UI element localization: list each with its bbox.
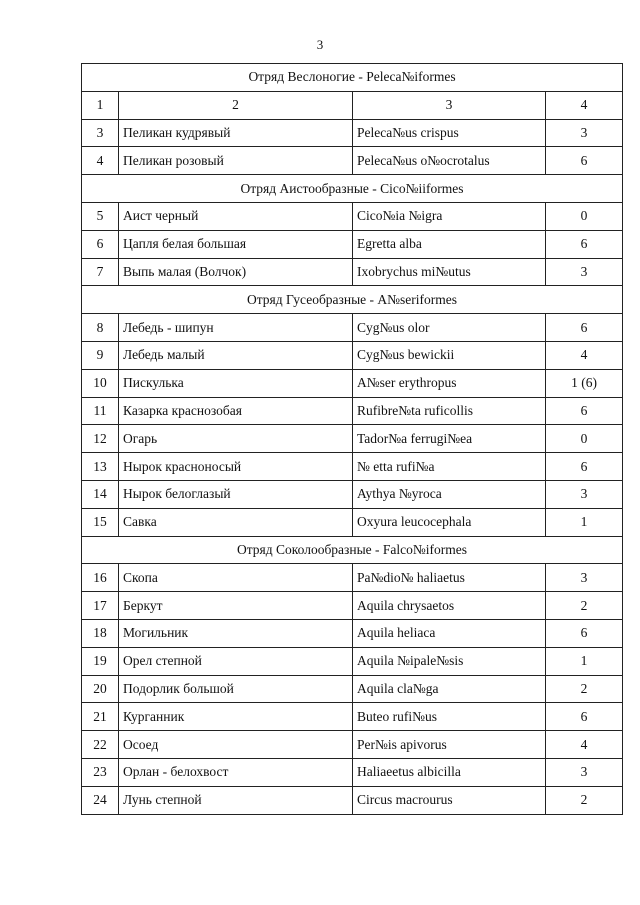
species-latin-name: Cyg№us bewickii — [353, 341, 546, 369]
species-name: Могильник — [119, 619, 353, 647]
species-name: Лебедь малый — [119, 341, 353, 369]
table-row — [82, 453, 623, 481]
table-row — [82, 786, 623, 814]
species-name: Орел степной — [119, 647, 353, 675]
table-row — [82, 480, 623, 508]
row-number: 24 — [82, 786, 119, 814]
species-latin-name: Aquila cla№ga — [353, 675, 546, 703]
species-latin-name: Circus macrourus — [353, 786, 546, 814]
status-category: 6 — [546, 397, 623, 425]
table-row — [82, 369, 623, 397]
column-header: 3 — [353, 91, 546, 119]
species-name: Беркут — [119, 592, 353, 620]
order-title: Отряд Соколообразные - Falco№iformes — [82, 536, 623, 564]
table-row — [82, 119, 623, 147]
status-category: 1 (6) — [546, 369, 623, 397]
status-category: 3 — [546, 480, 623, 508]
species-latin-name: Aquila №ipale№sis — [353, 647, 546, 675]
column-header: 1 — [82, 91, 119, 119]
row-number: 7 — [82, 258, 119, 286]
row-number: 19 — [82, 647, 119, 675]
row-number: 14 — [82, 480, 119, 508]
species-latin-name: Haliaeetus albicilla — [353, 758, 546, 786]
order-row — [82, 536, 623, 564]
row-number: 17 — [82, 592, 119, 620]
column-header: 4 — [546, 91, 623, 119]
row-number: 11 — [82, 397, 119, 425]
species-name: Савка — [119, 508, 353, 536]
status-category: 1 — [546, 508, 623, 536]
table-row — [82, 147, 623, 175]
species-table-body — [82, 64, 623, 815]
row-number: 18 — [82, 619, 119, 647]
species-name: Аист черный — [119, 202, 353, 230]
table-row — [82, 619, 623, 647]
species-latin-name: Egretta alba — [353, 230, 546, 258]
status-category: 2 — [546, 592, 623, 620]
species-latin-name: Peleca№us crispus — [353, 119, 546, 147]
status-category: 6 — [546, 619, 623, 647]
row-number: 21 — [82, 703, 119, 731]
table-row — [82, 230, 623, 258]
table-row — [82, 258, 623, 286]
status-category: 6 — [546, 230, 623, 258]
status-category: 0 — [546, 202, 623, 230]
status-category: 3 — [546, 119, 623, 147]
order-title: Отряд Гусеобразные - A№seriformes — [82, 286, 623, 314]
species-latin-name: Oxyura leucocephala — [353, 508, 546, 536]
species-latin-name: Peleca№us o№ocrotalus — [353, 147, 546, 175]
page-number: 3 — [316, 37, 324, 52]
species-name: Осоед — [119, 731, 353, 759]
species-name: Лебедь - шипун — [119, 314, 353, 342]
row-number: 20 — [82, 675, 119, 703]
row-number: 12 — [82, 425, 119, 453]
status-category: 3 — [546, 258, 623, 286]
row-number: 5 — [82, 202, 119, 230]
species-latin-name: Aquila chrysaetos — [353, 592, 546, 620]
table-row — [82, 675, 623, 703]
species-latin-name: Cyg№us olor — [353, 314, 546, 342]
table-row — [82, 758, 623, 786]
species-table — [81, 63, 623, 815]
species-name: Выпь малая (Волчок) — [119, 258, 353, 286]
row-number: 13 — [82, 453, 119, 481]
table-row — [82, 731, 623, 759]
status-category: 0 — [546, 425, 623, 453]
status-category: 4 — [546, 731, 623, 759]
order-row — [82, 64, 623, 92]
species-name: Огарь — [119, 425, 353, 453]
species-name: Лунь степной — [119, 786, 353, 814]
status-category: 6 — [546, 147, 623, 175]
status-category: 4 — [546, 341, 623, 369]
species-latin-name: Aythya №yroca — [353, 480, 546, 508]
table-row — [82, 703, 623, 731]
row-number: 9 — [82, 341, 119, 369]
order-row — [82, 175, 623, 203]
species-latin-name: A№ser erythropus — [353, 369, 546, 397]
species-latin-name: Cico№ia №igra — [353, 202, 546, 230]
row-number: 8 — [82, 314, 119, 342]
species-latin-name: № etta rufi№a — [353, 453, 546, 481]
species-latin-name: Rufibre№ta ruficollis — [353, 397, 546, 425]
status-category: 1 — [546, 647, 623, 675]
table-row — [82, 397, 623, 425]
status-category: 6 — [546, 453, 623, 481]
status-category: 6 — [546, 314, 623, 342]
species-name: Пискулька — [119, 369, 353, 397]
row-number: 23 — [82, 758, 119, 786]
table-row — [82, 314, 623, 342]
species-latin-name: Ixobrychus mi№utus — [353, 258, 546, 286]
table-row — [82, 647, 623, 675]
row-number: 22 — [82, 731, 119, 759]
row-number: 15 — [82, 508, 119, 536]
species-name: Орлан - белохвост — [119, 758, 353, 786]
status-category: 2 — [546, 675, 623, 703]
species-name: Нырок красноносый — [119, 453, 353, 481]
order-title: Отряд Аистообразные - Cico№iiformes — [82, 175, 623, 203]
species-latin-name: Pa№dio№ haliaetus — [353, 564, 546, 592]
species-name: Казарка краснозобая — [119, 397, 353, 425]
species-latin-name: Tador№a ferrugi№ea — [353, 425, 546, 453]
order-title: Отряд Веслоногие - Peleca№iformes — [82, 64, 623, 92]
table-row — [82, 564, 623, 592]
row-number: 4 — [82, 147, 119, 175]
table-row — [82, 341, 623, 369]
status-category: 3 — [546, 564, 623, 592]
species-name: Курганник — [119, 703, 353, 731]
species-name: Скопа — [119, 564, 353, 592]
species-latin-name: Buteo rufi№us — [353, 703, 546, 731]
column-header: 2 — [119, 91, 353, 119]
species-name: Подорлик большой — [119, 675, 353, 703]
species-name: Нырок белоглазый — [119, 480, 353, 508]
row-number: 3 — [82, 119, 119, 147]
species-latin-name: Aquila heliaca — [353, 619, 546, 647]
row-number: 10 — [82, 369, 119, 397]
column-header-row — [82, 91, 623, 119]
table-row — [82, 425, 623, 453]
order-row — [82, 286, 623, 314]
status-category: 3 — [546, 758, 623, 786]
species-name: Пеликан розовый — [119, 147, 353, 175]
species-latin-name: Per№is apivorus — [353, 731, 546, 759]
table-row — [82, 202, 623, 230]
species-name: Цапля белая большая — [119, 230, 353, 258]
species-name: Пеликан кудрявый — [119, 119, 353, 147]
status-category: 6 — [546, 703, 623, 731]
table-row — [82, 592, 623, 620]
table-row — [82, 508, 623, 536]
row-number: 6 — [82, 230, 119, 258]
status-category: 2 — [546, 786, 623, 814]
row-number: 16 — [82, 564, 119, 592]
